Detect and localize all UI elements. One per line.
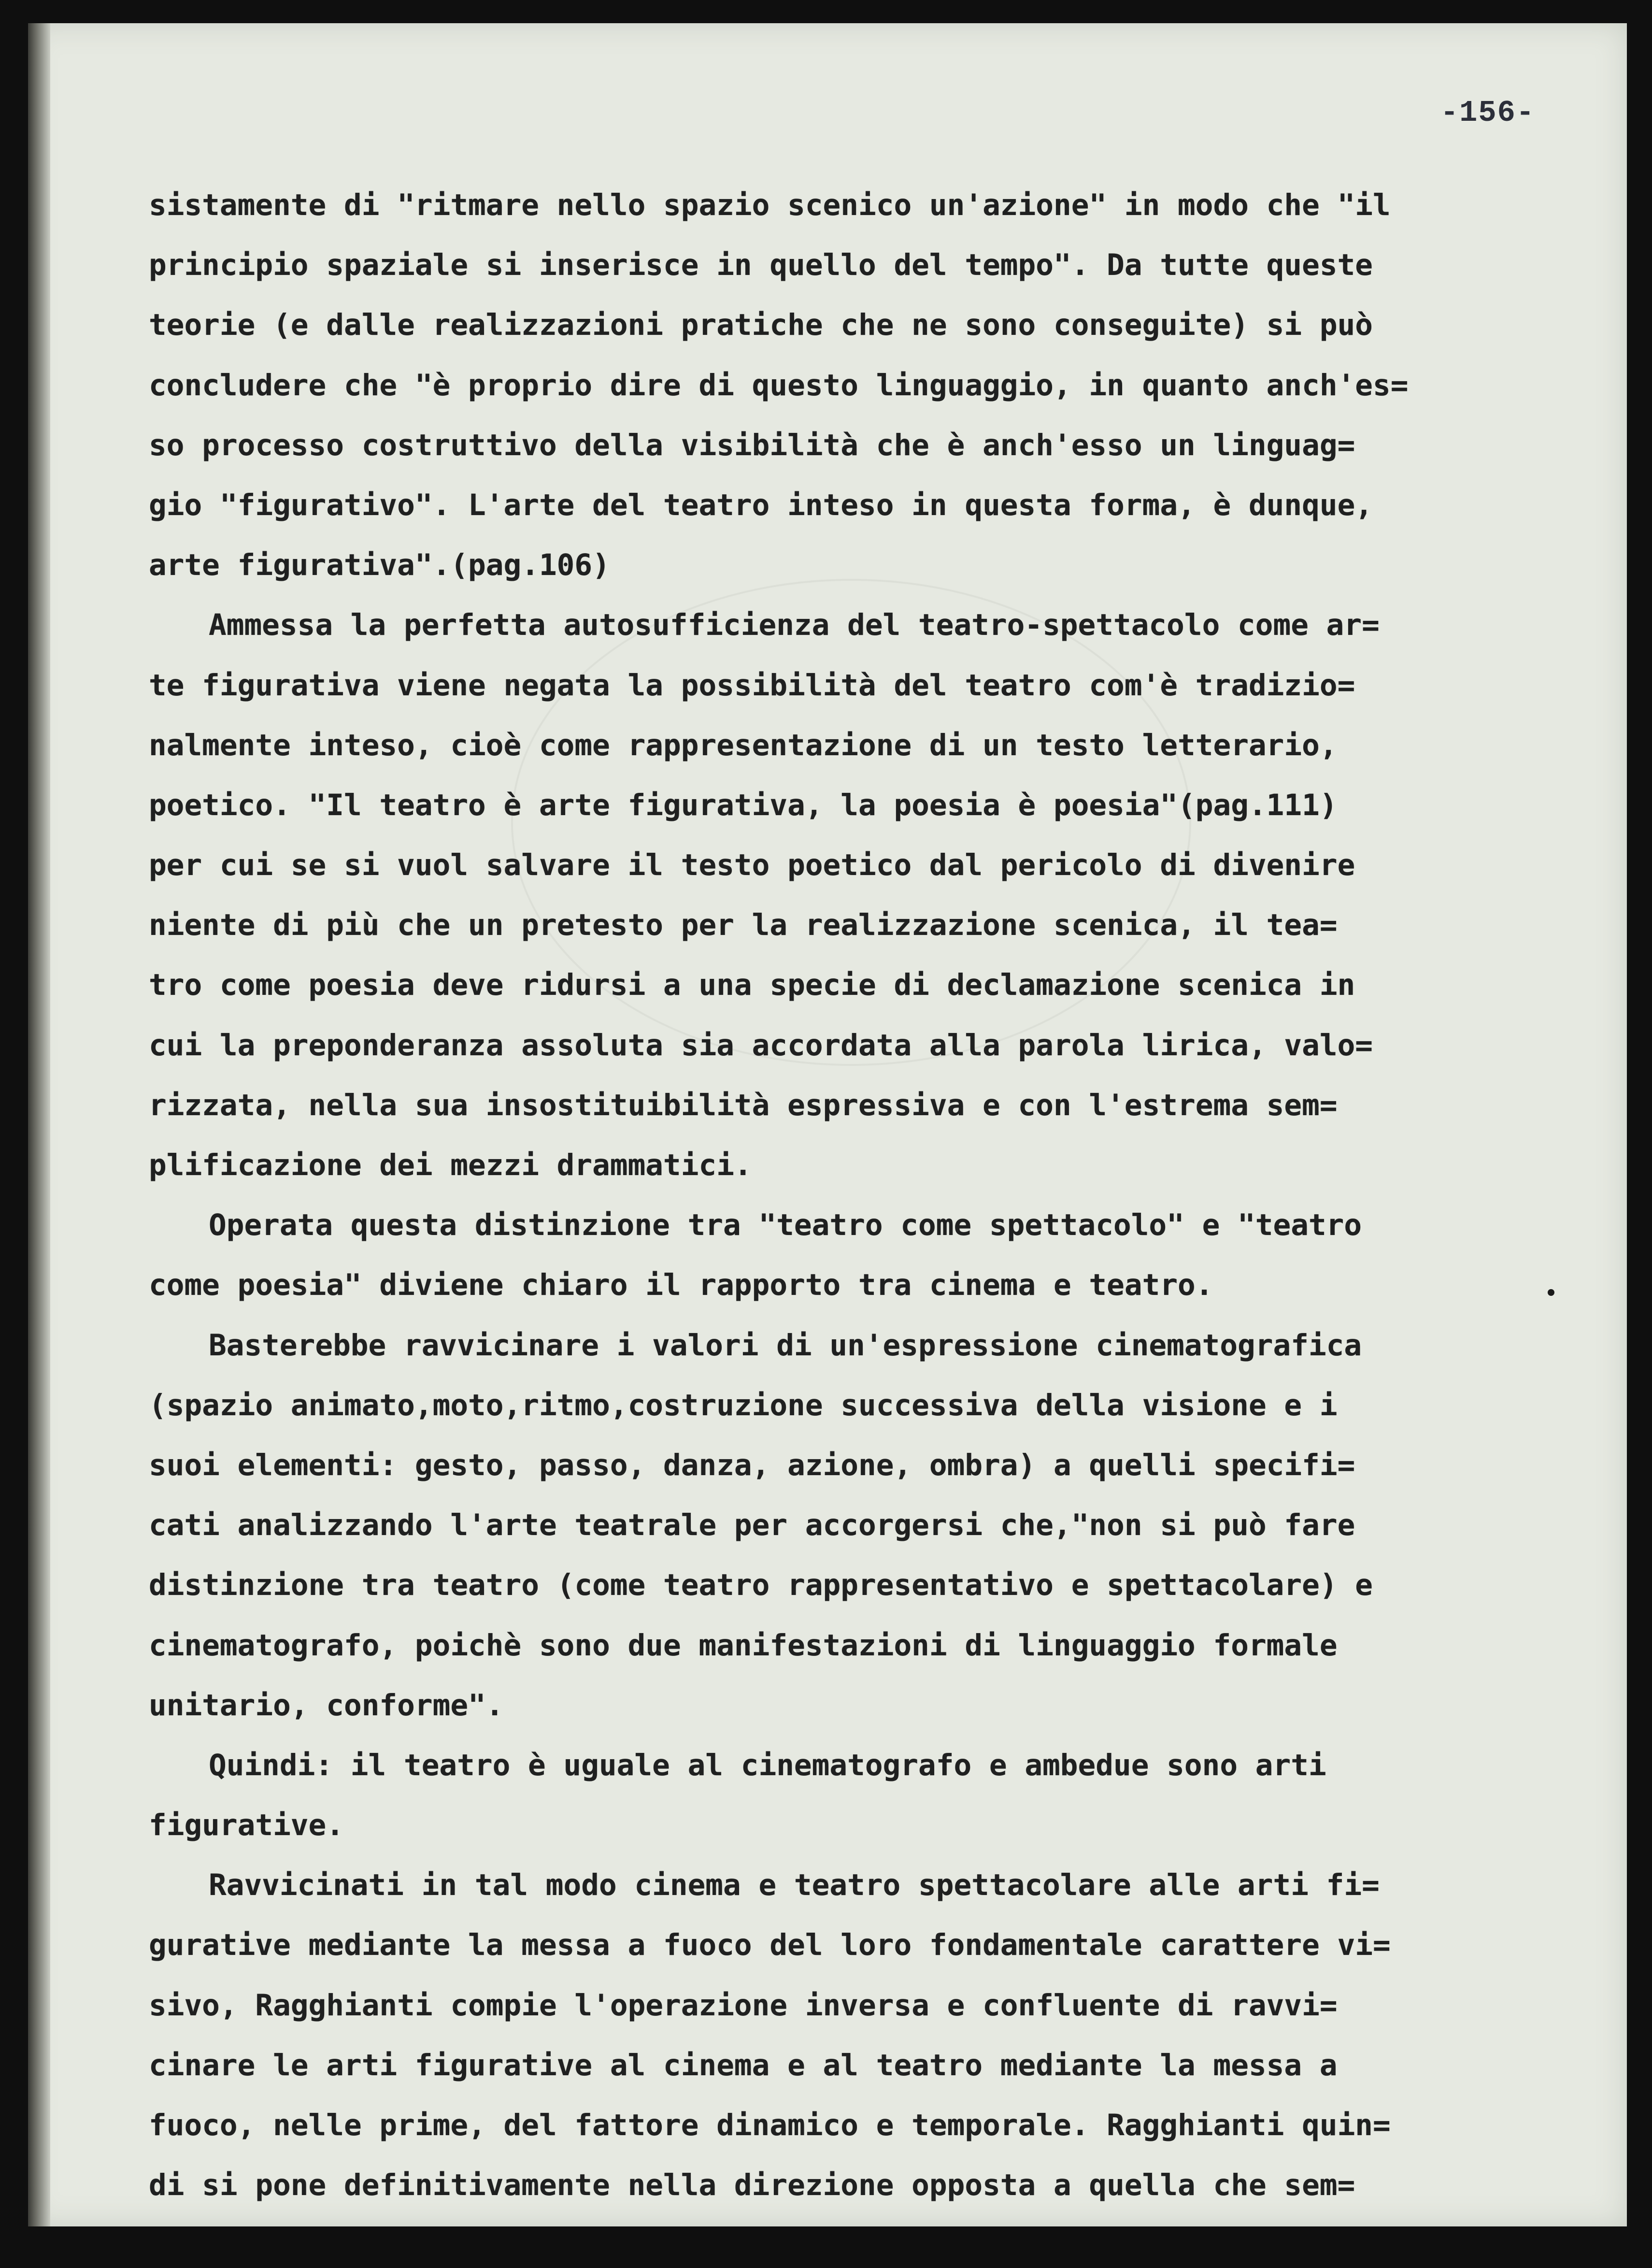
text-line: fuoco, nelle prime, del fattore dinamico e temporale. Ragghianti quin= (149, 2108, 1391, 2142)
text-line: rizzata, nella sua insostituibilità espressiva e con l'estrema sem= (149, 1088, 1338, 1122)
text-line: gurative mediante la messa a fuoco del loro fondamentale carattere vi= (149, 1928, 1391, 1963)
text-line: gio "figurativo". L'arte del teatro inteso in questa forma, è dunque, (149, 488, 1373, 522)
text-line: tro come poesia deve ridursi a una specie di declamazione scenica in (149, 968, 1355, 1003)
binding-edge (28, 23, 50, 2226)
text-line: principio spaziale si inserisce in quello del tempo". Da tutte queste (149, 248, 1373, 283)
text-line: cinematografo, poichè sono due manifestazioni di linguaggio formale (149, 1628, 1338, 1663)
page-number: -156- (1440, 96, 1535, 130)
text-line: so processo costruttivo della visibilità che è anch'esso un linguag= (149, 428, 1355, 462)
text-line: per cui se si vuol salvare il testo poetico dal pericolo di divenire (149, 848, 1355, 883)
text-line: suoi elementi: gesto, passo, danza, azione, ombra) a quelli specifi= (149, 1448, 1355, 1482)
text-line: poetico. "Il teatro è arte figurativa, la poesia è poesia"(pag.111) (149, 788, 1338, 822)
typewritten-page (28, 23, 1627, 2226)
text-line: cinare le arti figurative al cinema e al teatro mediante la messa a (149, 2048, 1338, 2082)
text-line: nalmente inteso, cioè come rappresentazione di un testo letterario, (149, 728, 1338, 762)
text-line: (spazio animato,moto,ritmo,costruzione successiva della visione e i (149, 1388, 1338, 1422)
text-line: sivo, Ragghianti compie l'operazione inversa e confluente di ravvi= (149, 1988, 1338, 2023)
text-line: Operata questa distinzione tra "teatro come spettacolo" e "teatro (209, 1208, 1362, 1243)
text-line: Ammessa la perfetta autosufficienza del teatro-spettacolo come ar= (209, 608, 1380, 643)
text-line: distinzione tra teatro (come teatro rappresentativo e spettacolare) e (149, 1568, 1373, 1603)
text-line: te figurativa viene negata la possibilità del teatro com'è tradizio= (149, 668, 1355, 703)
text-line: concludere che "è proprio dire di questo linguaggio, in quanto anch'es= (149, 368, 1409, 402)
text-line: Quindi: il teatro è uguale al cinematografo e ambedue sono arti (209, 1748, 1326, 1782)
body-text (149, 175, 1588, 2215)
text-line: di si pone definitivamente nella direzione opposta a quella che sem= (149, 2168, 1355, 2203)
text-line: teorie (e dalle realizzazioni pratiche che ne sono conseguite) si può (149, 308, 1373, 343)
ink-dot (1548, 1289, 1554, 1296)
text-line: come poesia" diviene chiaro il rapporto tra cinema e teatro. (149, 1268, 1213, 1303)
text-line: unitario, conforme". (149, 1688, 504, 1723)
text-line: plificazione dei mezzi drammatici. (149, 1148, 752, 1182)
text-line: cui la preponderanza assoluta sia accordata alla parola lirica, valo= (149, 1028, 1373, 1062)
text-line: figurative. (149, 1808, 344, 1843)
text-line: sistamente di "ritmare nello spazio scenico un'azione" in modo che "il (149, 188, 1391, 222)
text-line: arte figurativa".(pag.106) (149, 548, 610, 583)
text-line: cati analizzando l'arte teatrale per accorgersi che,"non si può fare (149, 1508, 1355, 1543)
text-line: Ravvicinati in tal modo cinema e teatro spettacolare alle arti fi= (209, 1868, 1380, 1903)
text-line: niente di più che un pretesto per la realizzazione scenica, il tea= (149, 908, 1338, 943)
text-line: Basterebbe ravvicinare i valori di un'espressione cinematografica (209, 1328, 1362, 1363)
